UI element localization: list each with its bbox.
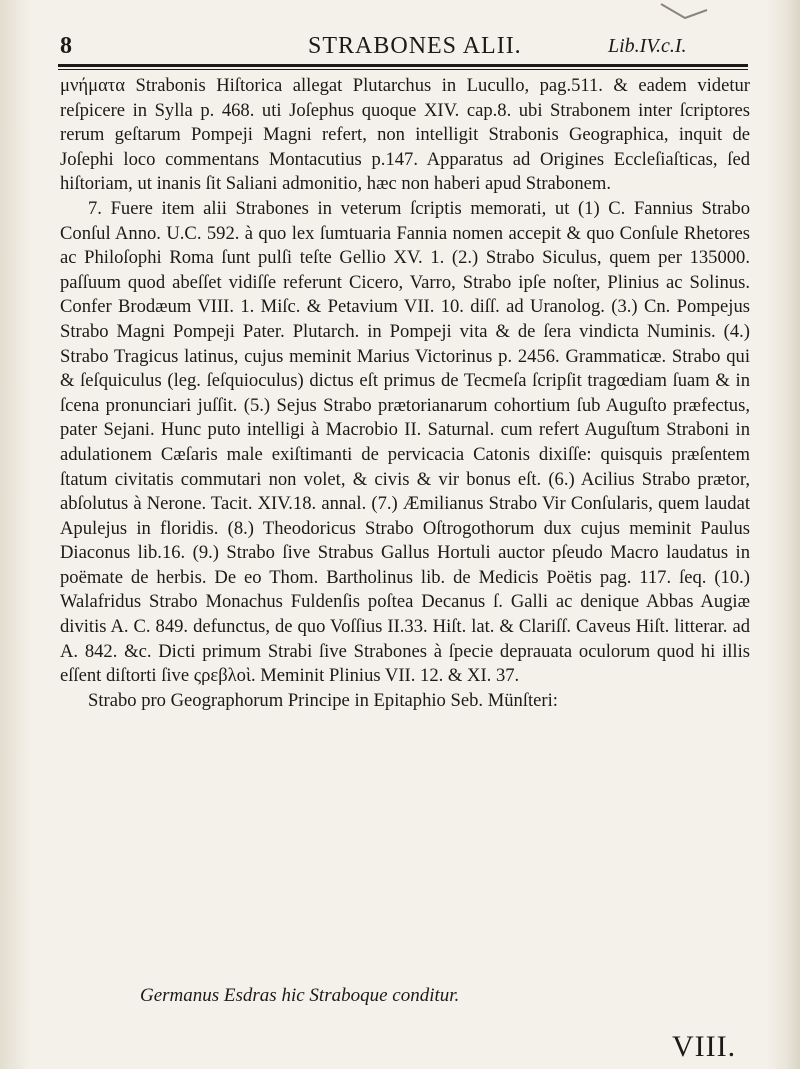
running-title: STRABONES ALII. bbox=[308, 33, 522, 59]
catchword: VIII. bbox=[672, 1030, 737, 1063]
header-rule-thick bbox=[58, 64, 748, 67]
page-gutter-left bbox=[0, 0, 30, 1069]
paragraph-alii-strabones: 7. Fuere item alii Strabones in veterum ſcriptis memorati, ut (1) C. Fannius Strabo Conſul Anno. U.C. 592. à quo lex ſumtuaria Fannia nomen accepit & quo Conſule Rhetores ac Philoſophi Roma ſunt pulſi teſte Gellio XV. 1. (2.) Strabo Siculus, quem per 135000. paſſuum quod abeſſet vidiſſe referunt Cicero, Varro, Strabo ipſe noſter, Plinius ac Solinus. Confer Brodæum VIII. 1. Miſc. & Petavium VII. 10. diſſ. ad Uranolog. (3.) Cn. Pompejus Strabo Magni Pompeji Pater. Plutarch. in Pompeji vita & de ſera vindicta Numinis. (4.) Strabo Tragicus latinus, cujus meminit Marius Victorinus p. 2456. Grammaticæ. Strabo qui & ſeſquiculus (leg. ſeſquioculus) dictus eſt primus de Tecmeſa ſcripſit tragœdiam ſuam & in ſcena pronunciari juſſit. (5.) Sejus Strabo prætorianarum cohortium ſub Auguſto præfectus, pater Sejani. Hunc puto intelligi à Macrobio II. Saturnal. cum refert Auguſtum Straboni in adulationem Cæſaris male exiſtimanti de pervicacia Catonis dixiſſe: quisquis præſentem ſtatum civitatis commutari non volet, & civis & vir bonus eſt. (6.) Acilius Strabo prætor, abſolutus à Nerone. Tacit. XIV.18. annal. (7.) Æmilianus Strabo Vir Conſularis, quem laudat Apulejus in floridis. (8.) Theodoricus Strabo Oſtrogothorum dux cujus meminit Paulus Diaconus lib.16. (9.) Strabo ſive Strabus Gallus Hortuli auctor pſeudo Macro laudatus in poëmate de herbis. De eo Thom. Bartholinus lib. de Medicis Poëtis pag. 117. ſeq. (10.) Walafridus Strabo Monachus Fuldenſis poſtea Decanus ſ. Galli ac denique Abbas Augiæ divitis A. C. 849. defunctus, de quo Voſſius II.33. Hiſt. lat. & Clariſſ. Caveus Hiſt. litterar. ad A. 842. &c. Dicti primum Strabi ſive Strabones à ſpecie deprauata oculorum quod hi illis eſſent diſtorti ſive ςρεβλοὶ. Meminit Plinius VII. 12. & XI. 37. bbox=[60, 197, 750, 687]
paragraph-strabo-historica: μνήματα Strabonis Hiſtorica allegat Plutarchus in Lucullo, pag.511. & eadem videtur reſpicere in Sylla p. 468. uti Joſephus quoque XIV. cap.8. ubi Strabonem inter ſcriptores rerum geſtarum Pompeji Magni refert, non intelligit Strabonis Geographica, inquit de Joſephi loco commentans Montacutius p.147. Apparatus ad Origines Eccleſiaſticas, ſed hiſtoriam, ut inanis ſit Saliani admonitio, hæc non haberi apud Strabonem. bbox=[60, 75, 750, 195]
page-edge-right bbox=[766, 0, 800, 1069]
paragraph-epitaph-intro: Strabo pro Geographorum Principe in Epitaphio Seb. Münſteri: bbox=[88, 689, 558, 711]
header-rule-thin bbox=[58, 69, 748, 70]
section-reference: Lib.IV.c.I. bbox=[608, 35, 687, 57]
page-number: 8 bbox=[60, 33, 72, 59]
epitaph-line: Germanus Esdras hic Straboque conditur. bbox=[140, 985, 460, 1006]
pencil-mark-icon bbox=[655, 0, 735, 28]
body-text bbox=[60, 74, 750, 713]
running-header bbox=[60, 33, 750, 63]
